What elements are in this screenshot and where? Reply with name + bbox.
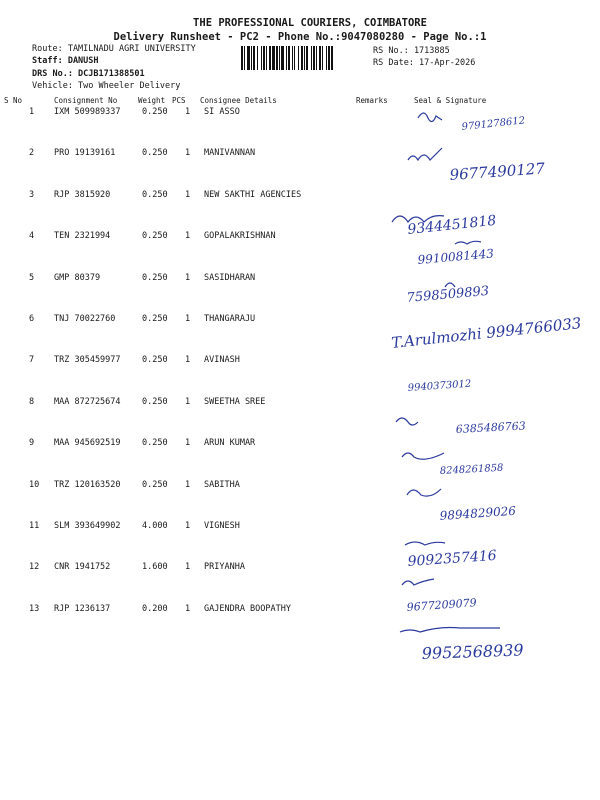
cell-sno: 12 bbox=[29, 562, 40, 573]
cell-consignment: IXM 509989337 bbox=[54, 107, 121, 117]
cell-consignee: PRIYANHA bbox=[204, 562, 245, 573]
signature-text: 9677209079 bbox=[406, 596, 478, 614]
cell-sno: 2 bbox=[29, 148, 35, 159]
cell-pcs: 1 bbox=[185, 272, 191, 283]
cell-weight: 0.250 bbox=[142, 314, 168, 324]
signature-text: 8248261858 bbox=[439, 462, 504, 477]
rs-date: RS Date: 17-Apr-2026 bbox=[373, 58, 476, 68]
cell-weight: 0.250 bbox=[142, 438, 168, 449]
cell-pcs: 1 bbox=[185, 107, 191, 117]
signature-text: 9940373012 bbox=[407, 378, 472, 394]
cell-sno: 10 bbox=[29, 479, 40, 490]
cell-consignee: SI ASSO bbox=[204, 107, 240, 117]
cell-sno: 4 bbox=[29, 231, 35, 242]
cell-consignment: CNR 1941752 bbox=[54, 562, 111, 573]
cell-weight: 0.200 bbox=[142, 603, 168, 614]
cell-sno: 5 bbox=[29, 272, 35, 283]
drs-number: DRS No.: DCJB171388501 bbox=[32, 69, 145, 79]
cell-weight: 0.250 bbox=[142, 148, 168, 159]
cell-pcs: 1 bbox=[185, 314, 191, 324]
cell-consignee: SWEETHA SREE bbox=[204, 396, 266, 407]
cell-weight: 0.250 bbox=[142, 479, 168, 490]
signature-text: 6385486763 bbox=[455, 419, 527, 436]
signature-text: 9092357416 bbox=[407, 547, 498, 570]
col-weight: Weight bbox=[138, 96, 166, 105]
cell-consignment: TRZ 305459977 bbox=[54, 355, 121, 366]
signature-text: 7598509893 bbox=[406, 283, 490, 306]
cell-pcs: 1 bbox=[185, 396, 191, 407]
cell-consignee: MANIVANNAN bbox=[204, 148, 256, 159]
cell-weight: 0.250 bbox=[142, 396, 168, 407]
cell-pcs: 1 bbox=[185, 562, 191, 573]
cell-consignee: AVINASH bbox=[204, 355, 240, 366]
signature-stroke bbox=[408, 148, 442, 160]
cell-weight: 0.250 bbox=[142, 272, 168, 283]
cell-sno: 7 bbox=[29, 355, 35, 366]
runsheet-title: Delivery Runsheet - PC2 - Phone No.:9047080280 - Page No.:1 bbox=[113, 31, 487, 43]
signature-stroke bbox=[455, 241, 481, 244]
cell-weight: 0.250 bbox=[142, 189, 168, 200]
col-seal-signature: Seal & Signature bbox=[414, 96, 487, 105]
signature-stroke bbox=[402, 579, 434, 585]
cell-weight: 1.600 bbox=[142, 562, 168, 573]
cell-pcs: 1 bbox=[185, 479, 191, 490]
cell-consignee: ARUN KUMAR bbox=[204, 438, 256, 449]
signature-text: 9344451818 bbox=[406, 212, 498, 238]
cell-consignee: NEW SAKTHI AGENCIES bbox=[204, 189, 302, 200]
signature-text: 9791278612 bbox=[461, 115, 526, 133]
signature-text: 9952568939 bbox=[421, 640, 524, 663]
col-consignment: Consignment No bbox=[54, 96, 118, 105]
col-consignee: Consignee Details bbox=[200, 96, 277, 105]
cell-pcs: 1 bbox=[185, 603, 191, 614]
cell-consignment: TNJ 70022760 bbox=[54, 314, 116, 324]
signature-stroke bbox=[402, 453, 444, 459]
cell-pcs: 1 bbox=[185, 148, 191, 159]
cell-consignee: SABITHA bbox=[204, 479, 240, 490]
col-pcs: PCS bbox=[172, 96, 186, 105]
cell-weight: 4.000 bbox=[142, 521, 168, 531]
staff-label: Staff: DANUSH bbox=[32, 56, 99, 66]
cell-sno: 8 bbox=[29, 396, 35, 407]
signature-text: 9894829026 bbox=[439, 503, 517, 523]
signature-text: T.Arulmozhi 9994766033 bbox=[390, 314, 583, 352]
cell-consignee: VIGNESH bbox=[204, 521, 240, 531]
cell-consignment: RJP 3815920 bbox=[54, 189, 111, 200]
cell-weight: 0.250 bbox=[142, 231, 168, 242]
signature-text: 9910081443 bbox=[417, 246, 495, 267]
cell-sno: 11 bbox=[29, 521, 40, 531]
cell-consignment: GMP 80379 bbox=[54, 272, 101, 283]
cell-consignment: MAA 945692519 bbox=[54, 438, 121, 449]
cell-consignee: GOPALAKRISHNAN bbox=[204, 231, 276, 242]
cell-consignee: SASIDHARAN bbox=[204, 272, 256, 283]
signature-text: 9677490127 bbox=[449, 159, 546, 184]
signature-stroke bbox=[396, 418, 418, 425]
cell-sno: 6 bbox=[29, 314, 35, 324]
cell-consignee: GAJENDRA BOOPATHY bbox=[204, 603, 291, 614]
cell-pcs: 1 bbox=[185, 355, 191, 366]
cell-consignment: TEN 2321994 bbox=[54, 231, 111, 242]
cell-weight: 0.250 bbox=[142, 107, 168, 117]
signature-stroke bbox=[405, 542, 445, 545]
cell-pcs: 1 bbox=[185, 521, 191, 531]
company-title: THE PROFESSIONAL COURIERS, COIMBATORE bbox=[193, 17, 427, 29]
cell-consignee: THANGARAJU bbox=[204, 314, 256, 324]
cell-sno: 9 bbox=[29, 438, 35, 449]
cell-sno: 3 bbox=[29, 189, 35, 200]
cell-weight: 0.250 bbox=[142, 355, 168, 366]
route-label: Route: TAMILNADU AGRI UNIVERSITY bbox=[32, 44, 196, 54]
cell-sno: 13 bbox=[29, 603, 40, 614]
rs-number: RS No.: 1713885 bbox=[373, 46, 450, 56]
signature-stroke bbox=[418, 113, 442, 122]
cell-consignment: RJP 1236137 bbox=[54, 603, 111, 614]
col-remarks: Remarks bbox=[356, 96, 388, 105]
cell-pcs: 1 bbox=[185, 231, 191, 242]
cell-consignment: PRO 19139161 bbox=[54, 148, 116, 159]
cell-consignment: TRZ 120163520 bbox=[54, 479, 121, 490]
vehicle-label: Vehicle: Two Wheeler Delivery bbox=[32, 81, 181, 91]
cell-pcs: 1 bbox=[185, 189, 191, 200]
cell-consignment: MAA 872725674 bbox=[54, 396, 121, 407]
cell-sno: 1 bbox=[29, 107, 35, 117]
col-sno: S No bbox=[4, 96, 23, 105]
signature-stroke bbox=[400, 628, 500, 633]
cell-pcs: 1 bbox=[185, 438, 191, 449]
signature-stroke bbox=[407, 489, 441, 496]
cell-consignment: SLM 393649902 bbox=[54, 521, 121, 531]
